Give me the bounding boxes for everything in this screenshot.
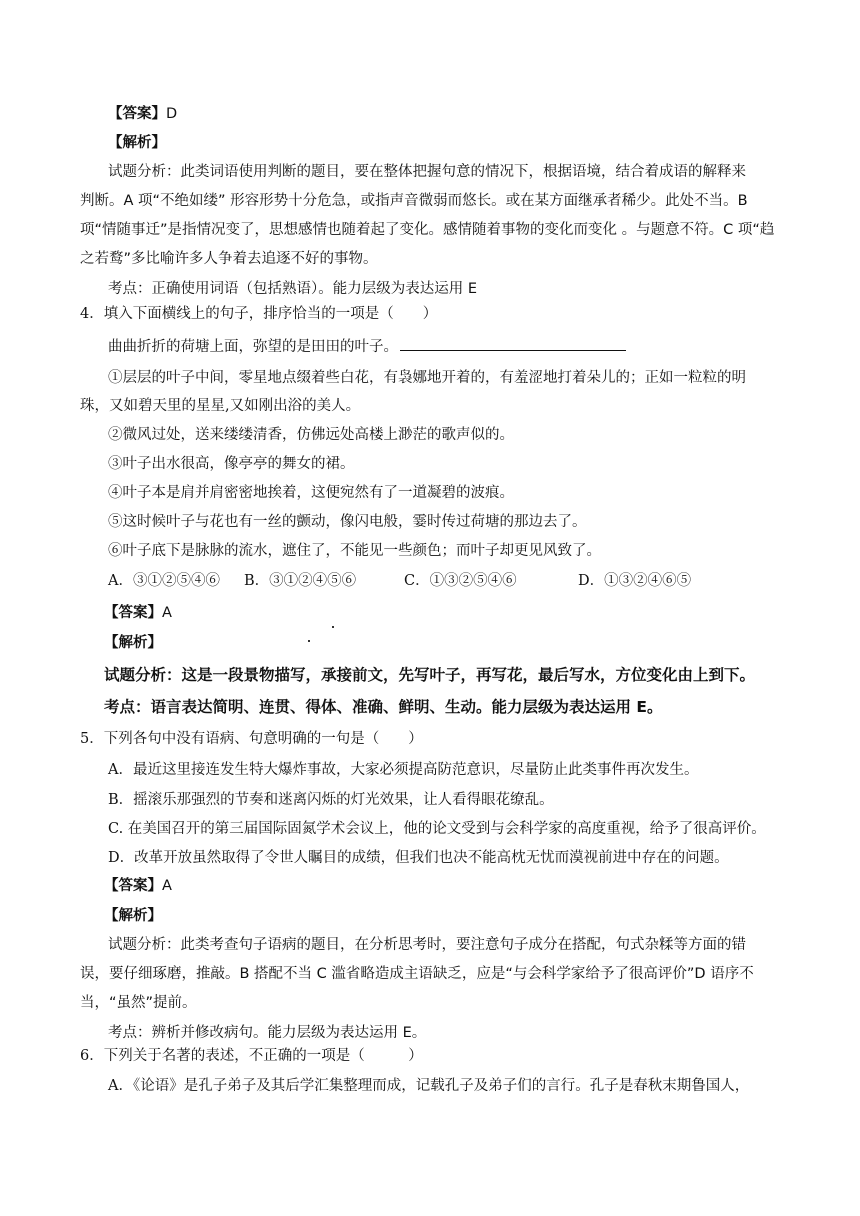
q3-answer: 【答案】D — [108, 106, 178, 122]
q5-analysis-line-3: 当，“虽然”提前。 — [80, 995, 197, 1011]
q5-option-d: D．改革开放虽然取得了令世人瞩目的成绩，但我们也决不能高枕无忧而漠视前进中存在的问题。 — [108, 850, 729, 866]
q5-answer: 【答案】A — [104, 878, 172, 894]
q3-kaodian: 考点：正确使用词语（包括熟语）。能力层级为表达运用 E — [108, 281, 478, 297]
q5-kaodian: 考点：辨析并修改病句。能力层级为表达运用 E。 — [108, 1025, 427, 1041]
scan-speck — [308, 640, 310, 642]
q4-option-b: B．③①②④⑤⑥ — [244, 573, 357, 589]
q3-analysis-line-1: 试题分析：此类词语使用判断的题目，要在整体把握句意的情况下，根据语境，结合着成语的解释来 — [108, 164, 746, 180]
q5-option-b: B．摇滚乐那强烈的节奏和迷离闪烁的灯光效果，让人看得眼花缭乱。 — [108, 792, 554, 808]
q4-analysis: 试题分析：这是一段景物描写，承接前文，先写叶子，再写花，最后写水，方位变化由上到下。 — [104, 666, 756, 684]
q5-analysis-line-1: 试题分析：此类考查句子语病的题目，在分析思考时，要注意句子成分在搭配，句式杂糅等方面的错 — [108, 937, 746, 953]
q4-sentence-1a: ①层层的叶子中间，零星地点缀着些白花，有袅娜地开着的，有羞涩地打着朵儿的；正如一粒粒的明 — [108, 370, 746, 386]
q4-stem: 4．填入下面横线上的句子，排序恰当的一项是（ ） — [80, 306, 438, 322]
q4-sentence-2: ②微风过处，送来缕缕清香，仿佛远处高楼上渺茫的歌声似的。 — [108, 427, 514, 443]
q5-option-a: A．最近这里接连发生特大爆炸事故，大家必须提高防范意识，尽量防止此类事件再次发生。 — [108, 762, 699, 778]
q4-sentence-5: ⑤这时候叶子与花也有一丝的颤动，像闪电般，霎时传过荷塘的那边去了。 — [108, 514, 587, 530]
q5-analysis-line-2: 误，要仔细琢磨，推敲。B 搭配不当 C 滥省略造成主语缺乏，应是“与会科学家给予了很高评价”D 语序不 — [80, 966, 754, 982]
q5-stem: 5．下列各句中没有语病、句意明确的一句是（ ） — [80, 731, 423, 747]
q4-sentence-6: ⑥叶子底下是脉脉的流水，遮住了，不能见一些颜色；而叶子却更见风致了。 — [108, 543, 601, 559]
q3-analysis-line-4: 之若鹜”多比喻许多人争着去追逐不好的事物。 — [80, 251, 378, 267]
q4-analysis-label: 【解析】 — [104, 635, 162, 651]
q4-sentence-1b: 珠，又如碧天里的星星,又如刚出浴的美人。 — [80, 398, 361, 414]
fill-in-blank — [400, 336, 626, 351]
q4-option-d: D．①③②④⑥⑤ — [578, 573, 692, 589]
q3-analysis-label: 【解析】 — [108, 135, 166, 151]
q3-analysis-line-2: 判断。A 项“不绝如缕” 形容形势十分危急，或指声音微弱而悠长。或在某方面继承者稀少。此处不当。B — [80, 193, 748, 209]
q4-lead-sentence: 曲曲折折的荷塘上面，弥望的是田田的叶子。 — [108, 336, 626, 357]
q6-option-a: A．《论语》是孔子弟子及其后学汇集整理而成，记载孔子及弟子们的言行。孔子是春秋末期鲁国人， — [108, 1078, 750, 1094]
q4-sentence-4: ④叶子本是肩并肩密密地挨着，这便宛然有了一道凝碧的波痕。 — [108, 485, 514, 501]
q4-kaodian: 考点：语言表达简明、连贯、得体、准确、鲜明、生动。能力层级为表达运用 E。 — [104, 698, 663, 716]
q4-option-c: C．①③②⑤④⑥ — [404, 573, 517, 589]
q6-stem: 6．下列关于名著的表述，不正确的一项是（ ） — [80, 1048, 423, 1064]
q5-analysis-label: 【解析】 — [104, 908, 162, 924]
q4-sentence-3: ③叶子出水很高，像亭亭的舞女的裙。 — [108, 456, 355, 472]
q3-analysis-line-3: 项“情随事迁”是指情况变了，思想感情也随着起了变化。感情随着事物的变化而变化 。与题意不符。C 项“趋 — [80, 222, 775, 238]
q4-answer: 【答案】A — [104, 605, 172, 621]
q4-option-a: A．③①②⑤④⑥ — [108, 573, 220, 589]
q5-option-c: C. 在美国召开的第三届国际固氮学术会议上，他的论文受到与会科学家的高度重视，给予了很高评价。 — [108, 821, 766, 837]
scan-speck — [332, 626, 334, 628]
